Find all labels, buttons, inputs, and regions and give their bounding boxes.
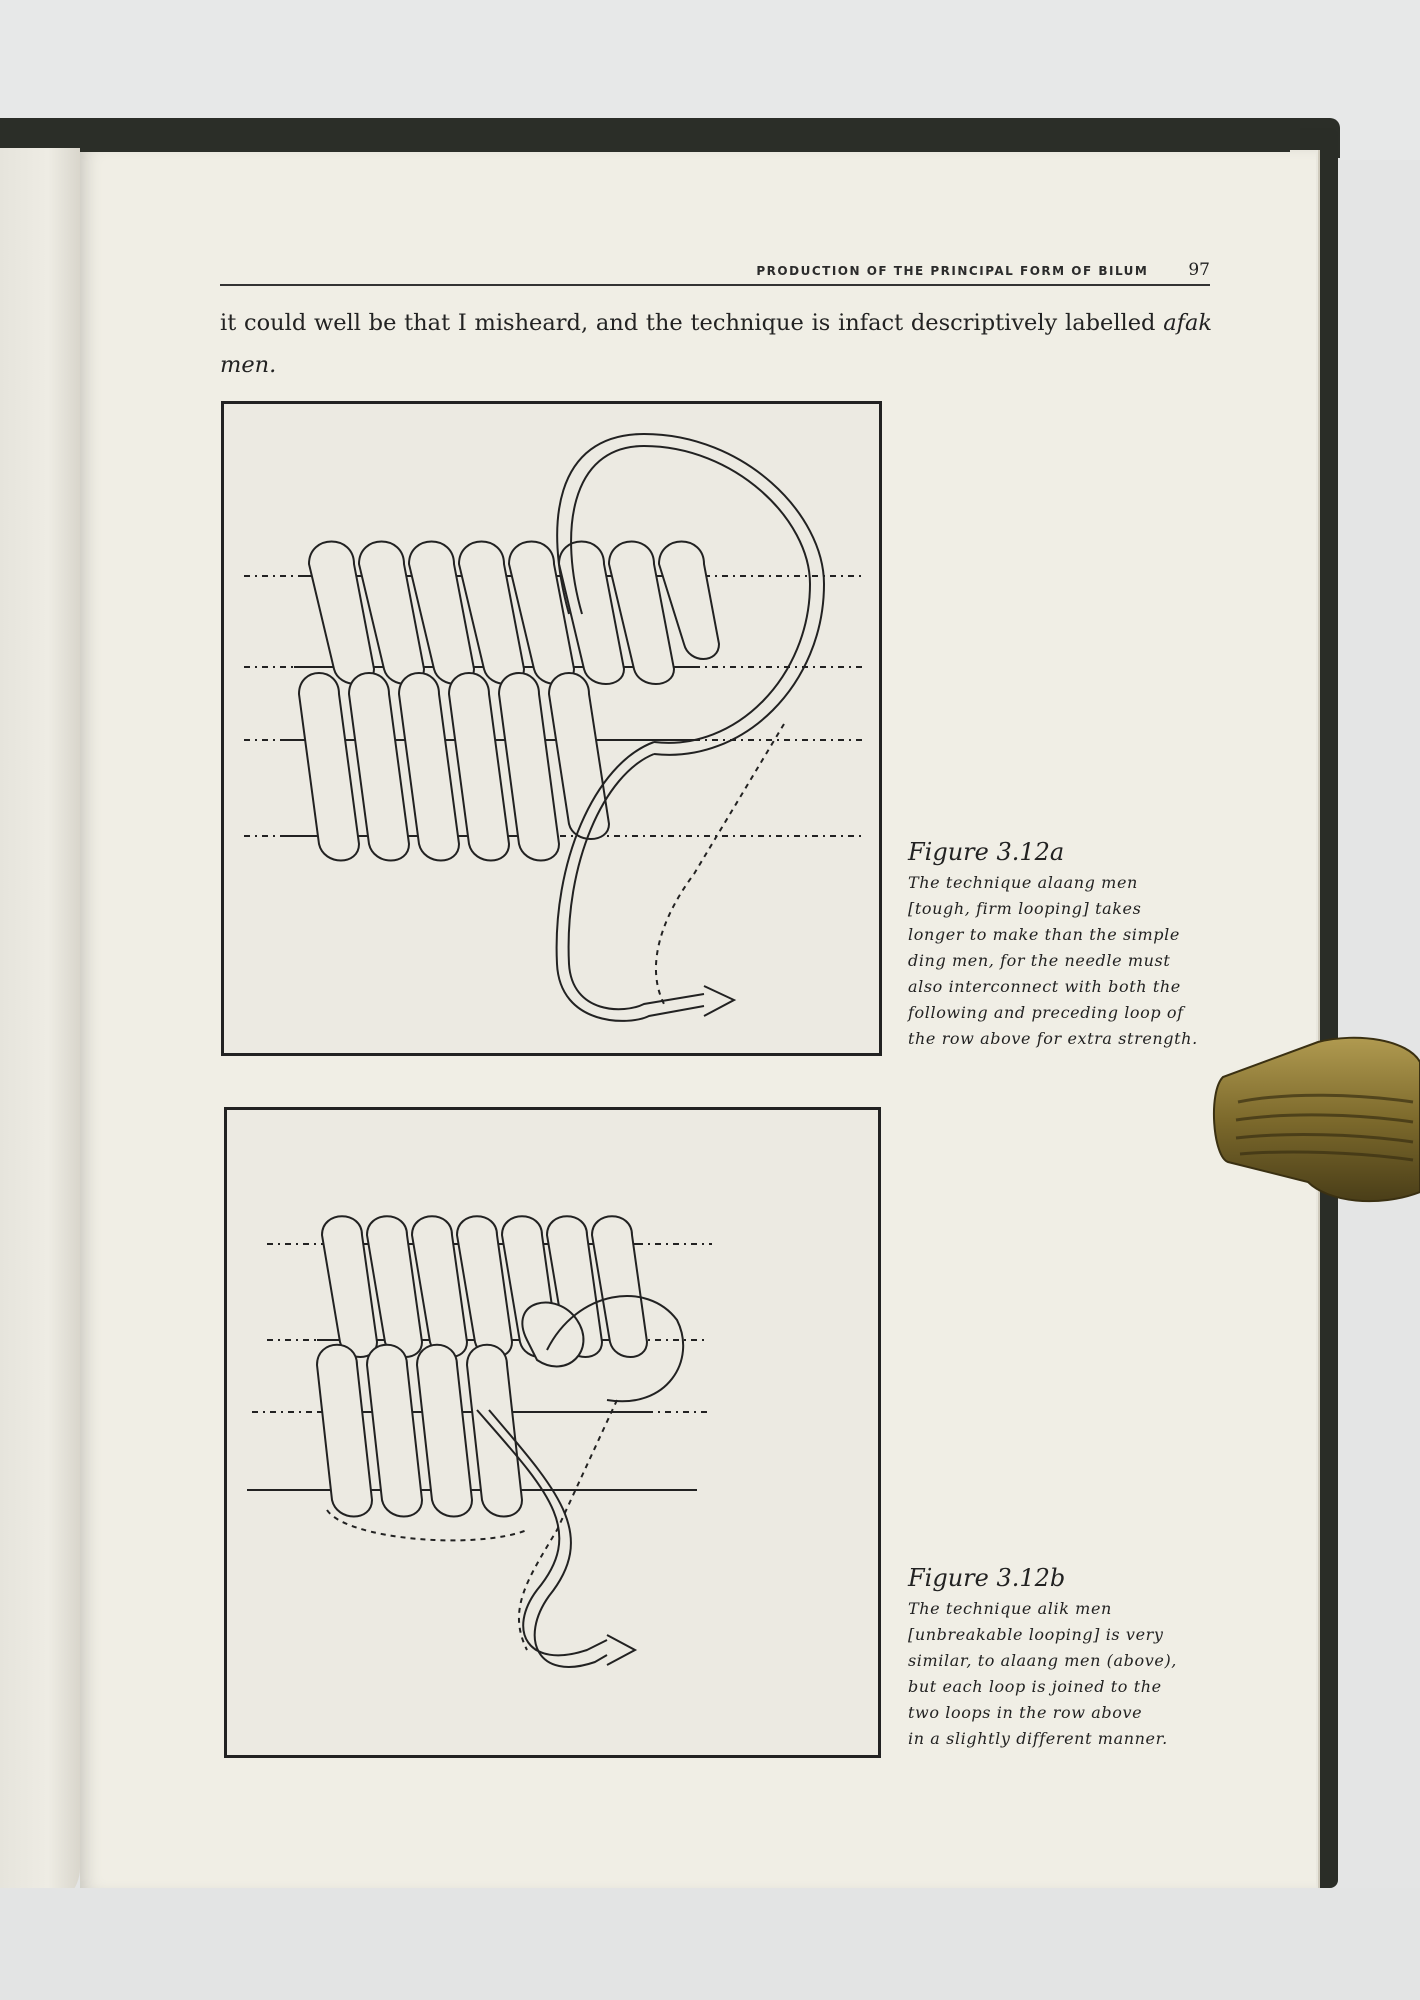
word: could (243, 310, 307, 336)
caption-text (908, 870, 1213, 1052)
page-number: 97 (1188, 260, 1210, 280)
caption-text (908, 1596, 1213, 1752)
word: infact (838, 310, 904, 336)
caption-line: in a slightly different manner. (908, 1729, 1168, 1748)
caption-line: also interconnect with both the (908, 977, 1181, 996)
word: it (220, 310, 237, 336)
caption-line: the row above for extra strength. (908, 1029, 1198, 1048)
word: that (404, 310, 451, 336)
looping-diagram-b (227, 1110, 878, 1755)
word: well (313, 310, 361, 336)
running-head-title: PRODUCTION OF THE PRINCIPAL FORM OF BILUM (756, 264, 1149, 278)
body-line-2 (220, 344, 1212, 386)
word: I (457, 310, 467, 336)
word: labelled (1065, 310, 1156, 336)
word: technique (690, 310, 804, 336)
word: misheard, (474, 310, 589, 336)
word: the (645, 310, 683, 336)
word: descriptively (910, 310, 1058, 336)
caption-line: two loops in the row above (908, 1703, 1143, 1722)
looping-diagram-a (224, 404, 879, 1053)
caption-line: [tough, firm looping] takes (908, 899, 1142, 918)
left-page-edge (0, 148, 80, 1908)
figure-title: Figure 3.12b (908, 1564, 1066, 1592)
italic-term: men. (220, 352, 277, 378)
caption-line: similar, to alaang men (above), (908, 1651, 1177, 1670)
body-line-1 (220, 302, 1212, 344)
figure-3-12a-caption (908, 838, 1213, 1052)
word: and (595, 310, 639, 336)
background-bottom (0, 1888, 1420, 2000)
caption-line: following and preceding loop of (908, 1003, 1184, 1022)
running-head (220, 256, 1210, 286)
figure-3-12b-caption (908, 1564, 1213, 1752)
caption-line: but each loop is joined to the (908, 1677, 1162, 1696)
caption-line: longer to make than the simple (908, 925, 1180, 944)
figure-3-12b-illustration (224, 1107, 881, 1758)
caption-line: The technique alaang men (908, 873, 1138, 892)
body-paragraph (220, 302, 1212, 386)
figure-3-12a-illustration (221, 401, 882, 1056)
caption-line: The technique alik men (908, 1599, 1112, 1618)
brass-clip-icon (1208, 1032, 1420, 1208)
caption-line: [unbreakable looping] is very (908, 1625, 1164, 1644)
figure-title: Figure 3.12a (908, 838, 1065, 866)
brass-clip (1208, 1032, 1420, 1208)
word: is (811, 310, 831, 336)
word: be (368, 310, 397, 336)
caption-line: ding men, for the needle must (908, 951, 1171, 970)
italic-term: afak (1163, 310, 1212, 336)
